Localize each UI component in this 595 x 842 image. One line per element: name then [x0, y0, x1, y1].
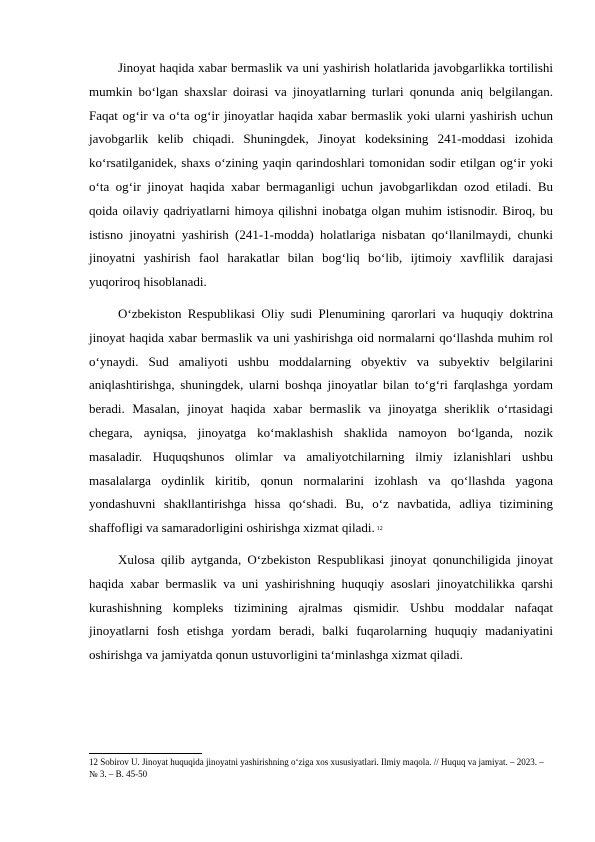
paragraph-1: Jinoyat haqida xabar bermaslik va uni yashirish holatlarida javobgarlikka tortilishi mumkin boʻlgan shaxslar doirasi va jinoyatlarning turlari qonunda aniq belgilangan. Faqat ogʻir va oʻta ogʻir jinoyatlar haqida xabar bermaslik yoki ularni yashirish uchun javobgarlik kelib chiqadi. Shuningdek, Jinoyat kodeksining 241-moddasi izohida koʻrsatilganidek, shaxs oʻzining yaqin qarindoshlari tomonidan sodir etilgan ogʻir yoki oʻta ogʻir jinoyat haqida xabar bermaganligi uchun javobgarlikdan ozod etiladi. Bu qoida oilaviy qadriyatlarni himoya qilishni inobatga olgan muhim istisnodir. Biroq, bu istisno jinoyatni yashirish (241-1-modda) holatlariga nisbatan qoʻllanilmaydi, chunki jinoyatni yashirish faol harakatlar bilan bogʻliq boʻlib, ijtimoiy xavflilik darajasi yuqoriroq hisoblanadi.: [89, 60, 553, 290]
footnote: 12 Sobirov U. Jinoyat huquqida jinoyatni yashirishning oʻziga xos xususiyatlari. Ilmiy maqola. // Huquq va jamiyat. – 2023. – № 3. – B. 45-50: [89, 757, 544, 779]
document-body: [89, 56, 553, 675]
paragraph-2-text: Oʻzbekiston Respublikasi Oliy sudi Plenumining qarorlari va huquqiy doktrina jinoyat haqida xabar bermaslik va uni yashirishga oid normalarni qoʻllashda muhim rol oʻynaydi. Sud amaliyoti ushbu moddalarning obyektiv va subyektiv belgilarini aniqlashtirishga, shuningdek, ularni boshqa jinoyatlar bilan toʻgʻri farqlashga yordam beradi. Masalan, jinoyat haqida xabar bermaslik va jinoyatga sheriklik oʻrtasidagi chegara, ayniqsa, jinoyatga koʻmaklashish shaklida namoyon boʻlganda, nozik masaladir. Huquqshunos olimlar va amaliyotchilarning ilmiy izlanishlari ushbu masalalarga oydinlik kiritib, qonun normalarini izohlash va qoʻllashda yagona yondashuvni shakllantirishga hissa qoʻshadi. Bu, oʻz navbatida, adliya tizimining shaffofligi va samaradorligini oshirishga xizmat qiladi.: [89, 305, 553, 536]
paragraph-2: [89, 302, 553, 540]
paragraph-3: Xulosa qilib aytganda, Oʻzbekiston Respublikasi jinoyat qonunchiligida jinoyat haqida xabar bermaslik va uni yashirishning huquqiy asoslari jinoyatchilikka qarshi kurashishning kompleks tizimining ajralmas qismidir. Ushbu moddalar nafaqat jinoyatlarni fosh etishga yordam beradi, balki fuqarolarning huquqiy madaniyatini oshirishga va jamiyatda qonun ustuvorligini taʻminlashga xizmat qiladi.: [89, 551, 553, 663]
footnote-separator: [89, 753, 202, 754]
footnote-reference[interactable]: 12: [376, 526, 383, 533]
